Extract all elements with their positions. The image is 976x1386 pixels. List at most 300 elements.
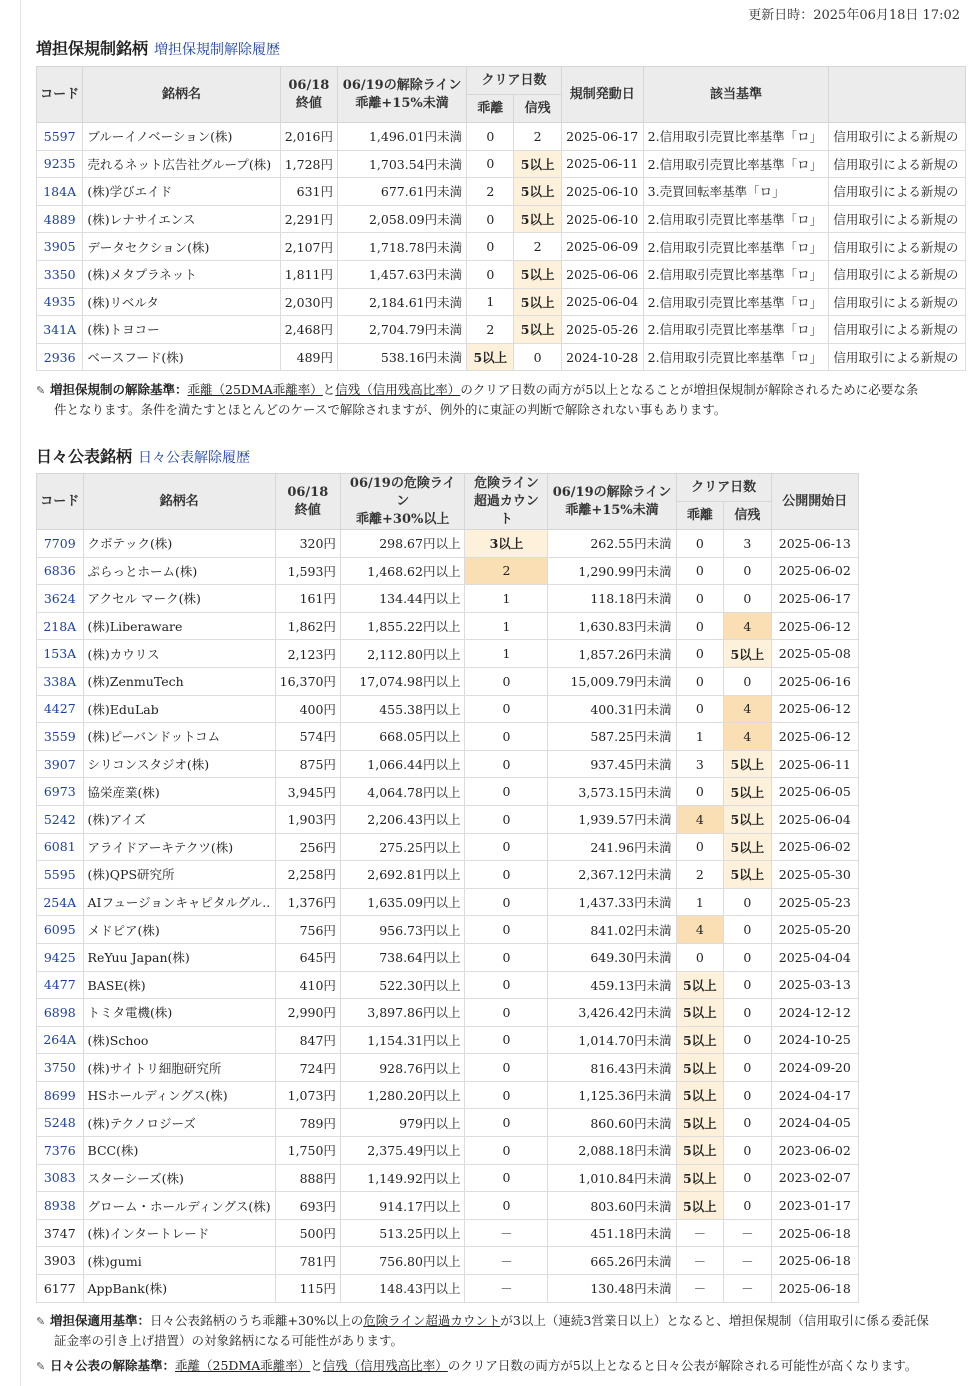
clear-days-kairi: 0 [467,260,514,288]
basis-detail: 信用取引による新規の [829,123,966,151]
table-row [37,888,859,916]
clear-days-kairi: 4 [676,805,724,833]
danger-count: 0 [465,943,548,971]
col-header-release-line[interactable]: 06/19の解除ライン 乖離+15%未満 [338,67,467,123]
trigger-date: 2024-10-28 [561,343,643,371]
stock-code-link[interactable]: 6081 [37,833,84,861]
table-row [37,1192,859,1220]
margin-regulation-table [36,66,966,371]
close-price: 1,903円 [275,805,340,833]
table-row [37,778,859,806]
stock-name: スターシーズ(株) [83,1164,275,1192]
danger-count: 0 [465,916,548,944]
danger-count: 0 [465,1192,548,1220]
stock-code-link[interactable]: 338A [37,667,84,695]
stock-name: (株)トヨコー [83,316,280,344]
shinzan-help-link[interactable]: 信残（信用残高比率） [322,1358,448,1373]
close-price: 1,811円 [280,260,337,288]
clear-days-kairi: 0 [676,585,724,613]
start-date: 2025-06-02 [771,833,858,861]
danger-line: 1,066.44円以上 [340,750,465,778]
col-header-start-date[interactable]: 公開開始日 [771,474,858,530]
start-date: 2025-05-08 [771,640,858,668]
stock-name: (株)インタートレード [83,1219,275,1247]
stock-code-link[interactable]: 3624 [37,585,84,613]
stock-name: BASE(株) [83,971,275,999]
release-line: 649.30円未満 [548,943,676,971]
trigger-date: 2025-06-10 [561,178,643,206]
close-price: 789円 [275,1109,340,1137]
clear-days-kairi: 5以上 [676,999,724,1027]
close-price: 2,123円 [275,640,340,668]
danger-count: 2 [465,557,548,585]
basis: 2.信用取引売買比率基準「ロ」 [643,260,829,288]
danger-line: 298.67円以上 [340,530,465,558]
table-row [37,260,966,288]
stock-name: AIフュージョンキャピタルグル.. [83,888,275,916]
clear-days-shinzan: 0 [724,1164,772,1192]
danger-line: 2,206.43円以上 [340,805,465,833]
stock-code-link[interactable]: 3083 [37,1164,84,1192]
danger-count: 1 [465,585,548,613]
margin-release-criteria-note: ✎ 増担保規制の解除基準：乖離（25DMA乖離率）と信残（信用残高比率）のクリア日数の両方が5以上となることが増担保規制が解除されるために必要な条 件となります。条件を満たすとほとんどのケースで解除されますが、例外的に東証の判断で解除されない事もあります。 [36,382,919,417]
start-date: 2025-06-04 [771,805,858,833]
release-line: 451.18円未満 [548,1219,676,1247]
pencil-icon: ✎ [36,1360,46,1373]
stock-code: 3903 [37,1247,84,1275]
section-title-text: 増担保規制銘柄 [36,39,149,58]
stock-code-link[interactable]: 254A [37,888,84,916]
stock-code-link[interactable]: 9425 [37,943,84,971]
close-price: 888円 [275,1164,340,1192]
release-line: 1,939.57円未満 [548,805,676,833]
close-price: 2,468円 [280,316,337,344]
danger-count: － [465,1275,548,1303]
clear-days-shinzan: 0 [724,971,772,999]
stock-name: (株)メタプラネット [83,260,280,288]
stock-name: トミタ電機(株) [83,999,275,1027]
table-row [37,123,966,151]
clear-days-shinzan: 5以上 [514,316,561,344]
start-date: 2025-05-30 [771,861,858,889]
kairi-help-link[interactable]: 乖離（25DMA乖離率） [187,382,323,397]
stock-name: ブルーイノベーション(株) [83,123,280,151]
table-row [37,1054,859,1082]
start-date: 2025-06-12 [771,723,858,751]
release-line: 1,010.84円未満 [548,1164,676,1192]
danger-line: 928.76円以上 [340,1054,465,1082]
danger-line: 914.17円以上 [340,1192,465,1220]
danger-line: 956.73円以上 [340,916,465,944]
clear-days-kairi: 3 [676,750,724,778]
clear-days-shinzan: 2 [514,233,561,261]
col-header-close[interactable]: 06/18 終値 [280,67,337,123]
clear-days-kairi: 2 [467,178,514,206]
pencil-icon: ✎ [36,1315,46,1328]
clear-days-shinzan: 5以上 [724,640,772,668]
stock-code-link[interactable]: 6973 [37,778,84,806]
stock-code-link[interactable]: 5595 [37,861,84,889]
release-line: 130.48円未満 [548,1275,676,1303]
danger-line: 148.43円以上 [340,1275,465,1303]
stock-name: メドピア(株) [83,916,275,944]
basis-detail: 信用取引による新規の [829,288,966,316]
table-row [37,585,859,613]
daily-release-history-link[interactable]: 日々公表解除履歴 [138,450,251,466]
clear-days-shinzan: 2 [514,123,561,151]
col-header-clear-days: クリア日数 [676,474,771,502]
margin-release-history-link[interactable]: 増担保規制解除履歴 [154,42,281,58]
stock-code-link[interactable]: 7709 [37,530,84,558]
clear-days-shinzan: 0 [724,667,772,695]
danger-count: 0 [465,1026,548,1054]
stock-name: (株)テクノロジーズ [83,1109,275,1137]
close-price: 1,593円 [275,557,340,585]
col-header-shinzan[interactable]: 信残 [724,502,772,530]
basis-detail: 信用取引による新規の [829,178,966,206]
basis: 2.信用取引売買比率基準「ロ」 [643,288,829,316]
basis: 2.信用取引売買比率基準「ロ」 [643,150,829,178]
stock-code-link[interactable]: 8938 [37,1192,84,1220]
release-line: 118.18円未満 [548,585,676,613]
table-row [37,943,859,971]
col-header-clear-days: クリア日数 [467,67,562,95]
table-row [37,999,859,1027]
stock-code-link[interactable]: 3559 [37,723,84,751]
start-date: 2025-04-04 [771,943,858,971]
basis-detail: 信用取引による新規の [829,150,966,178]
clear-days-shinzan: 0 [724,1081,772,1109]
stock-name: (株)カウリス [83,640,275,668]
clear-days-shinzan: － [724,1219,772,1247]
table-row [37,750,859,778]
danger-count: 3以上 [465,530,548,558]
danger-count: － [465,1247,548,1275]
start-date: 2025-05-23 [771,888,858,916]
shinzan-help-link[interactable]: 信残（信用残高比率） [335,382,461,397]
table-row [37,833,859,861]
table-row [37,612,859,640]
danger-count: 0 [465,695,548,723]
stock-code-link[interactable]: 4477 [37,971,84,999]
danger-count-help-link[interactable]: 危険ライン超過カウント [363,1313,501,1328]
stock-code-link[interactable]: 341A [37,316,83,344]
stock-name: データセクション(株) [83,233,280,261]
release-line: 1,437.33円未満 [548,888,676,916]
stock-code-link[interactable]: 5248 [37,1109,84,1137]
close-price: 16,370円 [275,667,340,695]
release-line: 816.43円未満 [548,1054,676,1082]
clear-days-kairi: 0 [676,612,724,640]
table-row [37,1026,859,1054]
close-price: 3,945円 [275,778,340,806]
start-date: 2025-06-11 [771,750,858,778]
col-header-kairi[interactable]: 乖離 [467,95,514,123]
danger-count: 0 [465,888,548,916]
basis-detail: 信用取引による新規の [829,316,966,344]
clear-days-kairi: 1 [676,723,724,751]
stock-name: (株)gumi [83,1247,275,1275]
stock-name: アライドアーキテクツ(株) [83,833,275,861]
danger-line: 513.25円以上 [340,1219,465,1247]
stock-code-link[interactable]: 7376 [37,1137,84,1165]
release-line: 803.60円未満 [548,1192,676,1220]
table-row [37,916,859,944]
close-price: 2,258円 [275,861,340,889]
stock-name: (株)Liberaware [83,612,275,640]
close-price: 847円 [275,1026,340,1054]
start-date: 2025-06-02 [771,557,858,585]
close-price: 320円 [275,530,340,558]
danger-line: 275.25円以上 [340,833,465,861]
close-price: 115円 [275,1275,340,1303]
close-price: 2,291円 [280,205,337,233]
start-date: 2025-06-16 [771,667,858,695]
danger-line: 1,855.22円以上 [340,612,465,640]
start-date: 2025-06-18 [771,1247,858,1275]
stock-code-link[interactable]: 184A [37,178,83,206]
clear-days-kairi: 5以上 [676,1137,724,1165]
basis: 2.信用取引売買比率基準「ロ」 [643,343,829,371]
danger-line: 1,154.31円以上 [340,1026,465,1054]
release-line: 841.02円未満 [548,916,676,944]
stock-name: (株)ZenmuTech [83,667,275,695]
table-row [37,1109,859,1137]
release-line: 665.26円未満 [548,1247,676,1275]
start-date: 2025-05-20 [771,916,858,944]
stock-code-link[interactable]: 264A [37,1026,84,1054]
danger-line: 4,064.78円以上 [340,778,465,806]
danger-count: 0 [465,1109,548,1137]
release-line: 241.96円未満 [548,833,676,861]
table-row [37,695,859,723]
stock-name: HSホールディングス(株) [83,1081,275,1109]
stock-code-link[interactable]: 6836 [37,557,84,585]
danger-line: 1,280.20円以上 [340,1081,465,1109]
start-date: 2025-03-13 [771,971,858,999]
stock-name: (株)サイトリ細胞研究所 [83,1054,275,1082]
danger-line: 979円以上 [340,1109,465,1137]
start-date: 2025-06-12 [771,695,858,723]
clear-days-kairi: 1 [467,288,514,316]
stock-code-link[interactable]: 5242 [37,805,84,833]
danger-count: 0 [465,1081,548,1109]
clear-days-shinzan: 4 [724,695,772,723]
clear-days-kairi: 5以上 [676,1026,724,1054]
section-title-text: 日々公表銘柄 [36,447,133,466]
stock-code-link[interactable]: 4935 [37,288,83,316]
danger-count: 0 [465,723,548,751]
clear-days-shinzan: 5以上 [724,778,772,806]
trigger-date: 2025-06-17 [561,123,643,151]
release-line: 2,367.12円未満 [548,861,676,889]
stock-code-link[interactable]: 9235 [37,150,83,178]
basis: 2.信用取引売買比率基準「ロ」 [643,233,829,261]
trigger-date: 2025-05-26 [561,316,643,344]
clear-days-shinzan: 4 [724,723,772,751]
close-price: 2,030円 [280,288,337,316]
table-row [37,178,966,206]
clear-days-shinzan: 5以上 [724,805,772,833]
trigger-date: 2025-06-10 [561,205,643,233]
stock-code-link[interactable]: 6898 [37,999,84,1027]
clear-days-kairi: 0 [467,205,514,233]
stock-name: (株)学びエイド [83,178,280,206]
stock-code-link[interactable]: 3750 [37,1054,84,1082]
close-price: 256円 [275,833,340,861]
stock-code-link[interactable]: 153A [37,640,84,668]
clear-days-kairi: － [676,1275,724,1303]
start-date: 2024-12-12 [771,999,858,1027]
clear-days-shinzan: 0 [724,888,772,916]
table-row [37,1164,859,1192]
clear-days-shinzan: 4 [724,612,772,640]
danger-count: 0 [465,1137,548,1165]
stock-code-link[interactable]: 8699 [37,1081,84,1109]
danger-count: 0 [465,667,548,695]
close-price: 1,073円 [275,1081,340,1109]
col-header-name[interactable]: 銘柄名 [83,474,275,530]
stock-name: AppBank(株) [83,1275,275,1303]
col-header-danger-count[interactable]: 危険ライン 超過カウント [465,474,548,530]
table-row [37,530,859,558]
start-date: 2025-06-05 [771,778,858,806]
release-line: 677.61円未満 [338,178,467,206]
release-line: 1,718.78円未満 [338,233,467,261]
start-date: 2025-06-12 [771,612,858,640]
stock-code: 6177 [37,1275,84,1303]
danger-line: 2,375.49円以上 [340,1137,465,1165]
danger-line: 668.05円以上 [340,723,465,751]
release-line: 1,457.63円未満 [338,260,467,288]
clear-days-kairi: 5以上 [676,971,724,999]
col-header-trigger-date[interactable]: 規制発動日 [561,67,643,123]
margin-apply-criteria-note: ✎ 増担保適用基準：日々公表銘柄のうち乖離+30%以上の危険ライン超過カウントが3以上（連続3営業日以上）となると、増担保規制（信用取引に係る委託保 証金率の引き上げ措置）の対象銘柄になる可能性があります。 [36,1313,929,1348]
stock-code-link[interactable]: 218A [37,612,84,640]
clear-days-kairi: 0 [676,557,724,585]
stock-code-link[interactable]: 3350 [37,260,83,288]
close-price: 2,016円 [280,123,337,151]
clear-days-kairi: 0 [467,150,514,178]
clear-days-kairi: － [676,1247,724,1275]
col-header-name[interactable]: 銘柄名 [83,67,280,123]
stock-code-link[interactable]: 4427 [37,695,84,723]
clear-days-shinzan: 5以上 [514,205,561,233]
clear-days-shinzan: 0 [724,1026,772,1054]
clear-days-shinzan: 0 [724,557,772,585]
danger-line: 3,897.86円以上 [340,999,465,1027]
trigger-date: 2025-06-09 [561,233,643,261]
close-price: 161円 [275,585,340,613]
danger-line: 756.80円以上 [340,1247,465,1275]
clear-days-kairi: 0 [676,530,724,558]
table-row [37,1081,859,1109]
danger-count: 0 [465,999,548,1027]
close-price: 631円 [280,178,337,206]
col-header-code[interactable]: コード [37,474,84,530]
close-price: 645円 [275,943,340,971]
trigger-date: 2025-06-06 [561,260,643,288]
close-price: 781円 [275,1247,340,1275]
col-header-release-line[interactable]: 06/19の解除ライン 乖離+15%未満 [548,474,676,530]
clear-days-shinzan: 0 [724,585,772,613]
danger-line: 2,692.81円以上 [340,861,465,889]
clear-days-kairi: － [676,1219,724,1247]
col-header-close[interactable]: 06/18 終値 [275,474,340,530]
stock-name: (株)ピーバンドットコム [83,723,275,751]
table-row [37,640,859,668]
close-price: 875円 [275,750,340,778]
close-price: 500円 [275,1219,340,1247]
danger-count: 0 [465,861,548,889]
daily-disclosure-table [36,473,859,1303]
stock-code-link[interactable]: 3905 [37,233,83,261]
col-header-basis[interactable]: 該当基準 [643,67,829,123]
stock-name: シリコンスタジオ(株) [83,750,275,778]
clear-days-shinzan: 5以上 [514,150,561,178]
release-line: 1,496.01円未満 [338,123,467,151]
table-row [37,288,966,316]
col-header-code[interactable]: コード [37,67,83,123]
stock-name: ReYuu Japan(株) [83,943,275,971]
danger-line: 455.38円以上 [340,695,465,723]
danger-line: 2,112.80円以上 [340,640,465,668]
col-header-shinzan[interactable]: 信残 [514,95,561,123]
close-price: 1,728円 [280,150,337,178]
table-row [37,1275,859,1303]
table-row [37,150,966,178]
table-row [37,557,859,585]
close-price: 574円 [275,723,340,751]
stock-code-link[interactable]: 3907 [37,750,84,778]
release-line: 2,058.09円未満 [338,205,467,233]
clear-days-kairi: 5以上 [676,1109,724,1137]
clear-days-shinzan: 5以上 [514,288,561,316]
stock-code-link[interactable]: 5597 [37,123,83,151]
stock-name: 協栄産業(株) [83,778,275,806]
danger-count: 0 [465,833,548,861]
stock-name: BCC(株) [83,1137,275,1165]
basis-detail: 信用取引による新規の [829,205,966,233]
kairi-help-link[interactable]: 乖離（25DMA乖離率） [175,1358,311,1373]
table-row [37,205,966,233]
stock-code-link[interactable]: 4889 [37,205,83,233]
col-header-danger-line[interactable]: 06/19の危険ライン 乖離+30%以上 [340,474,465,530]
clear-days-shinzan: 0 [724,1137,772,1165]
release-line: 3,426.42円未満 [548,999,676,1027]
stock-code-link[interactable]: 2936 [37,343,83,371]
table-row [37,861,859,889]
stock-code-link[interactable]: 6095 [37,916,84,944]
col-header-kairi[interactable]: 乖離 [676,502,724,530]
release-line: 1,630.83円未満 [548,612,676,640]
danger-count: 1 [465,612,548,640]
close-price: 410円 [275,971,340,999]
start-date: 2024-09-20 [771,1054,858,1082]
clear-days-kairi: 5以上 [676,1054,724,1082]
stock-name: クボテック(株) [83,530,275,558]
clear-days-kairi: 0 [676,833,724,861]
stock-name: ぷらっとホーム(株) [83,557,275,585]
clear-days-shinzan: 0 [724,999,772,1027]
table-row [37,805,859,833]
stock-name: グローム・ホールディングス(株) [83,1192,275,1220]
clear-days-shinzan: 5以上 [514,260,561,288]
stock-name: 売れるネット広告社グループ(株) [83,150,280,178]
start-date: 2025-06-18 [771,1219,858,1247]
clear-days-shinzan: 0 [724,916,772,944]
release-line: 400.31円未満 [548,695,676,723]
